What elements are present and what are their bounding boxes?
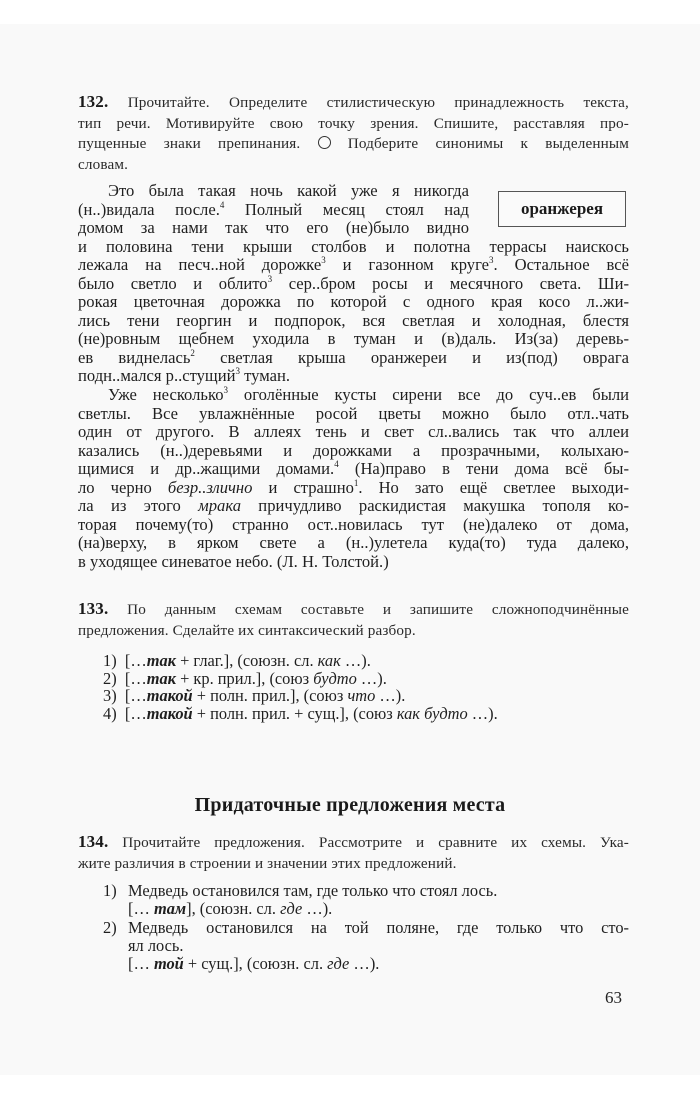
page-number: 63: [605, 988, 622, 1007]
instruction-text: пущенные знаки препинания.: [78, 135, 301, 153]
instruction-text: Прочитайте. Определите стилистическую принадлежность текста,: [127, 94, 630, 111]
sentence-scheme: [… там], (союзн. сл. где …).: [128, 899, 333, 919]
text-line: ло черно безр..злично и страшно$^1$. Но зато ещё светлее выходи-: [78, 477, 629, 497]
text-line: (на)верху, в ярком свете а (н..)улетела куда(то) туда далеко,: [78, 533, 629, 553]
exercise-132-text: [78, 182, 629, 571]
text-line: было светло и облито$^3$ сер..бром росы и месячного света. Ши-: [78, 273, 629, 293]
text-line: Это была такая ночь какой уже я никогда: [108, 181, 469, 200]
instruction-line: словам.: [78, 155, 129, 173]
sentence-text: ял лось.: [128, 935, 184, 955]
section-heading: Придаточные предложения места: [194, 794, 506, 816]
sentence-scheme: [… той + сущ.], (союзн. сл. где …).: [128, 954, 380, 974]
instruction-text: По данным схемам составьте и запишите сложноподчинённые: [127, 601, 629, 618]
highlighted-word: мрака: [198, 496, 241, 516]
scheme-list: [103, 652, 498, 722]
text-line: домом за нами так что его (не)было видно: [78, 218, 469, 238]
text-line: светлы. Все увлажнённые росой цветы можно было отл..чать: [78, 403, 629, 423]
exercise-number: 134.: [78, 832, 109, 851]
text-line: казались (н..)деревьями и дорожками а прозрачными, колыхаю-: [78, 440, 629, 460]
sentence-list: [103, 882, 629, 973]
text-line: (не)ровным щебнем уходила в туман и (в)даль. Из(за) деревь-: [78, 329, 629, 349]
scheme-item: 2) […так + кр. прил.], (союз будто …).: [103, 668, 387, 688]
sentence-text: Медведь остановился на той поляне, где только что сто-: [128, 917, 629, 937]
scheme-item: 1) […так + глаг.], (союзн. сл. как …).: [103, 651, 371, 670]
sentence-item: 1) Медведь остановился там, где только что стоял лось. [… там], (союзн. сл. где …).: [103, 882, 629, 919]
exercise-132-instruction: [78, 92, 629, 175]
text-line: (н..)видала после.$^4$ Полный месяц стоял над: [78, 199, 469, 219]
vocabulary-word: оранжерея: [520, 199, 604, 218]
text-line: лежала на песч..ной дорожке$^3$ и газонном круге$^3$. Остальное всё: [78, 255, 630, 275]
text-line: рокая цветочная дорожка по которой с одного края косо л..жи-: [78, 292, 629, 312]
exercise-number: 133.: [78, 599, 109, 618]
text-line: подн..мался р..стущий$^3$ туман.: [78, 366, 291, 386]
circle-icon: [318, 136, 331, 149]
exercise-number: 132.: [78, 92, 109, 111]
exercise-134-instruction: [78, 832, 629, 874]
exercise-133-instruction: [78, 599, 629, 641]
text-line: и половина тени крыши столбов и полотна террасы наискось: [78, 236, 629, 256]
scheme-item: 3) […такой + полн. прил.], (союз что …).: [103, 686, 406, 706]
instruction-line: жите различия в строении и значении этих предложений.: [78, 854, 457, 872]
text-line: торая почему(то) странно ост..новилась тут (не)далеко от дома,: [78, 514, 629, 534]
text-line: лись тени георгин и подпорок, вся светлая и холодная, блестя: [78, 310, 629, 330]
instruction-text: Прочитайте предложения. Рассмотрите и сравните их схемы. Ука-: [122, 834, 629, 851]
text-line: ев виднелась$^2$ светлая крыша оранжереи и из(под) оврага: [78, 347, 629, 367]
sentence-item: 2) Медведь остановился на той поляне, где только что сто- ял лось. [… той + сущ.], (союзн. сл. где …).: [103, 917, 629, 974]
text-line: Уже несколько$^3$ оголённые кусты сирени все до суч..ев были: [108, 385, 630, 405]
text-line: щимися и др..жащими домами.$^4$ (На)право в тени дома всё бы-: [78, 459, 629, 479]
instruction-line: тип речи. Мотивируйте свою точку зрения. Спишите, расставляя про-: [78, 114, 629, 132]
text-line: в уходящее синеватое небо. (Л. Н. Толстой.): [78, 551, 389, 571]
scheme-item: 4) […такой + полн. прил. + сущ.], (союз как будто …).: [103, 703, 498, 723]
text-line: ла из этого мрака причудливо раскидистая макушка тополя ко-: [78, 496, 630, 516]
highlighted-word: безр..злично: [167, 477, 253, 497]
paragraph-2: [78, 386, 629, 571]
paragraph-1: [78, 182, 629, 386]
instruction-text: Подберите синонимы к выделенным: [347, 135, 630, 153]
text-line: один от другого. В аллеях тень и свет сл..вались так что аллеи: [78, 422, 629, 442]
instruction-line: предложения. Сделайте их синтаксический разбор.: [78, 621, 416, 639]
sentence-text: Медведь остановился там, где только что стоял лось.: [128, 881, 498, 900]
